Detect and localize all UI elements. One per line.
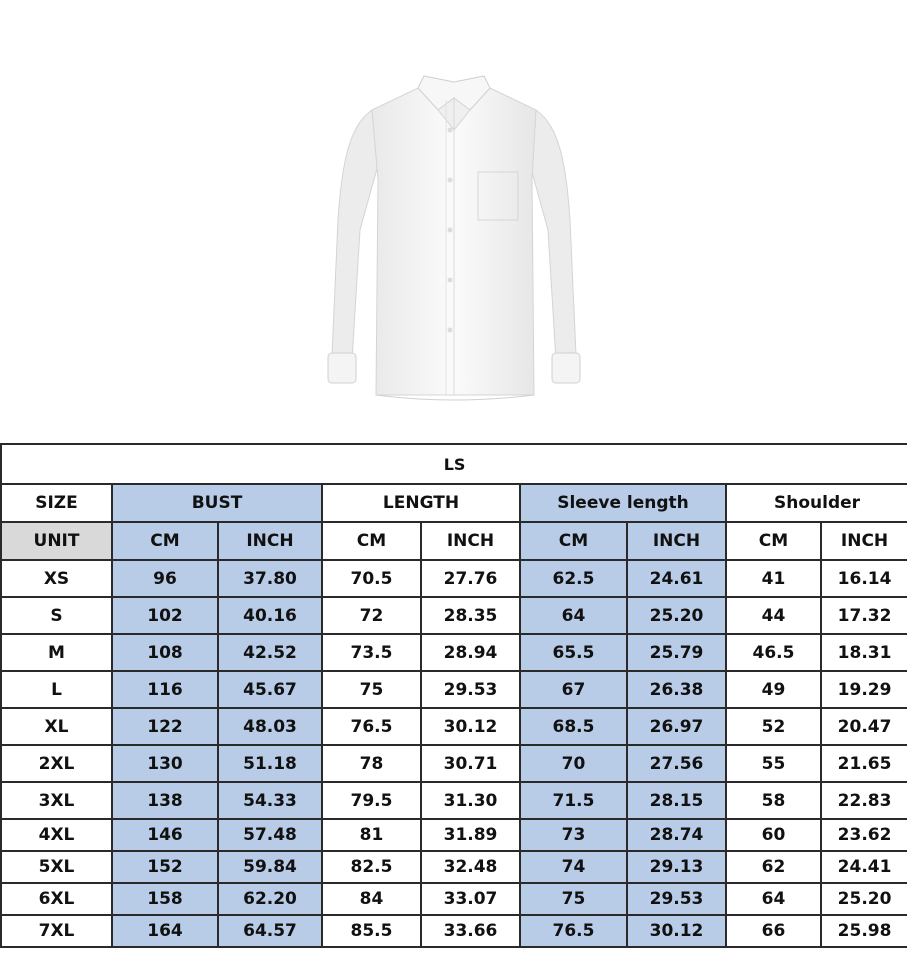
table-row [1,671,907,708]
value-cell: 30.12 [627,915,726,947]
value-cell: 75 [520,883,627,915]
value-cell: 138 [112,782,218,819]
value-cell: 108 [112,634,218,671]
value-cell: 25.79 [627,634,726,671]
value-cell: 21.65 [821,745,907,782]
value-cell: 70.5 [322,560,421,597]
value-cell: 96 [112,560,218,597]
value-cell: 64 [726,883,821,915]
value-cell: 54.33 [218,782,322,819]
value-cell: 74 [520,851,627,883]
white-long-sleeve-dress-shirt-icon [320,70,588,410]
value-cell: 44 [726,597,821,634]
table-row [1,708,907,745]
value-cell: 164 [112,915,218,947]
value-cell: 158 [112,883,218,915]
table-row [1,851,907,883]
value-cell: 24.41 [821,851,907,883]
size-cell: S [1,597,112,634]
value-cell: 27.76 [421,560,520,597]
unit-cell: CM [322,522,421,560]
value-cell: 67 [520,671,627,708]
value-cell: 62 [726,851,821,883]
value-cell: 60 [726,819,821,851]
group-header-length: LENGTH [322,484,520,522]
value-cell: 65.5 [520,634,627,671]
value-cell: 25.20 [821,883,907,915]
value-cell: 64.57 [218,915,322,947]
value-cell: 66 [726,915,821,947]
value-cell: 59.84 [218,851,322,883]
value-cell: 73.5 [322,634,421,671]
value-cell: 28.15 [627,782,726,819]
value-cell: 41 [726,560,821,597]
table-row [1,883,907,915]
value-cell: 20.47 [821,708,907,745]
value-cell: 29.53 [421,671,520,708]
value-cell: 32.48 [421,851,520,883]
value-cell: 28.94 [421,634,520,671]
value-cell: 68.5 [520,708,627,745]
value-cell: 62.20 [218,883,322,915]
value-cell: 51.18 [218,745,322,782]
size-cell: 6XL [1,883,112,915]
table-row [1,782,907,819]
value-cell: 81 [322,819,421,851]
size-cell: M [1,634,112,671]
value-cell: 22.83 [821,782,907,819]
table-title: LS [1,444,907,484]
size-cell: 3XL [1,782,112,819]
unit-cell: CM [520,522,627,560]
table-row [1,819,907,851]
value-cell: 30.71 [421,745,520,782]
value-cell: 76.5 [520,915,627,947]
value-cell: 85.5 [322,915,421,947]
size-cell: 5XL [1,851,112,883]
value-cell: 19.29 [821,671,907,708]
value-cell: 152 [112,851,218,883]
value-cell: 29.53 [627,883,726,915]
value-cell: 46.5 [726,634,821,671]
group-header-shoulder: Shoulder [726,484,907,522]
value-cell: 29.13 [627,851,726,883]
table-row [1,634,907,671]
value-cell: 58 [726,782,821,819]
value-cell: 42.52 [218,634,322,671]
unit-header: UNIT [1,522,112,560]
value-cell: 25.20 [627,597,726,634]
value-cell: 73 [520,819,627,851]
unit-cell: INCH [421,522,520,560]
table-row [1,597,907,634]
shirt-image [320,70,588,410]
value-cell: 84 [322,883,421,915]
size-cell: L [1,671,112,708]
unit-cell: INCH [627,522,726,560]
value-cell: 122 [112,708,218,745]
size-chart-table [0,443,907,948]
value-cell: 28.74 [627,819,726,851]
group-header-sleeve-length: Sleeve length [520,484,726,522]
value-cell: 70 [520,745,627,782]
value-cell: 48.03 [218,708,322,745]
value-cell: 16.14 [821,560,907,597]
unit-cell: INCH [821,522,907,560]
value-cell: 31.89 [421,819,520,851]
value-cell: 55 [726,745,821,782]
value-cell: 146 [112,819,218,851]
value-cell: 45.67 [218,671,322,708]
value-cell: 52 [726,708,821,745]
table-row [1,560,907,597]
value-cell: 76.5 [322,708,421,745]
value-cell: 26.97 [627,708,726,745]
value-cell: 49 [726,671,821,708]
table-row [1,745,907,782]
value-cell: 30.12 [421,708,520,745]
value-cell: 33.07 [421,883,520,915]
value-cell: 23.62 [821,819,907,851]
value-cell: 25.98 [821,915,907,947]
group-header-bust: BUST [112,484,322,522]
value-cell: 72 [322,597,421,634]
size-cell: 4XL [1,819,112,851]
size-header: SIZE [1,484,112,522]
unit-cell: INCH [218,522,322,560]
value-cell: 40.16 [218,597,322,634]
value-cell: 71.5 [520,782,627,819]
value-cell: 26.38 [627,671,726,708]
value-cell: 24.61 [627,560,726,597]
value-cell: 31.30 [421,782,520,819]
value-cell: 130 [112,745,218,782]
value-cell: 64 [520,597,627,634]
value-cell: 62.5 [520,560,627,597]
unit-cell: CM [112,522,218,560]
value-cell: 33.66 [421,915,520,947]
table-row [1,915,907,947]
value-cell: 78 [322,745,421,782]
value-cell: 37.80 [218,560,322,597]
value-cell: 116 [112,671,218,708]
value-cell: 28.35 [421,597,520,634]
value-cell: 57.48 [218,819,322,851]
value-cell: 75 [322,671,421,708]
value-cell: 79.5 [322,782,421,819]
value-cell: 102 [112,597,218,634]
value-cell: 27.56 [627,745,726,782]
size-cell: XS [1,560,112,597]
unit-cell: CM [726,522,821,560]
value-cell: 17.32 [821,597,907,634]
size-cell: 7XL [1,915,112,947]
value-cell: 82.5 [322,851,421,883]
value-cell: 18.31 [821,634,907,671]
size-cell: XL [1,708,112,745]
size-cell: 2XL [1,745,112,782]
